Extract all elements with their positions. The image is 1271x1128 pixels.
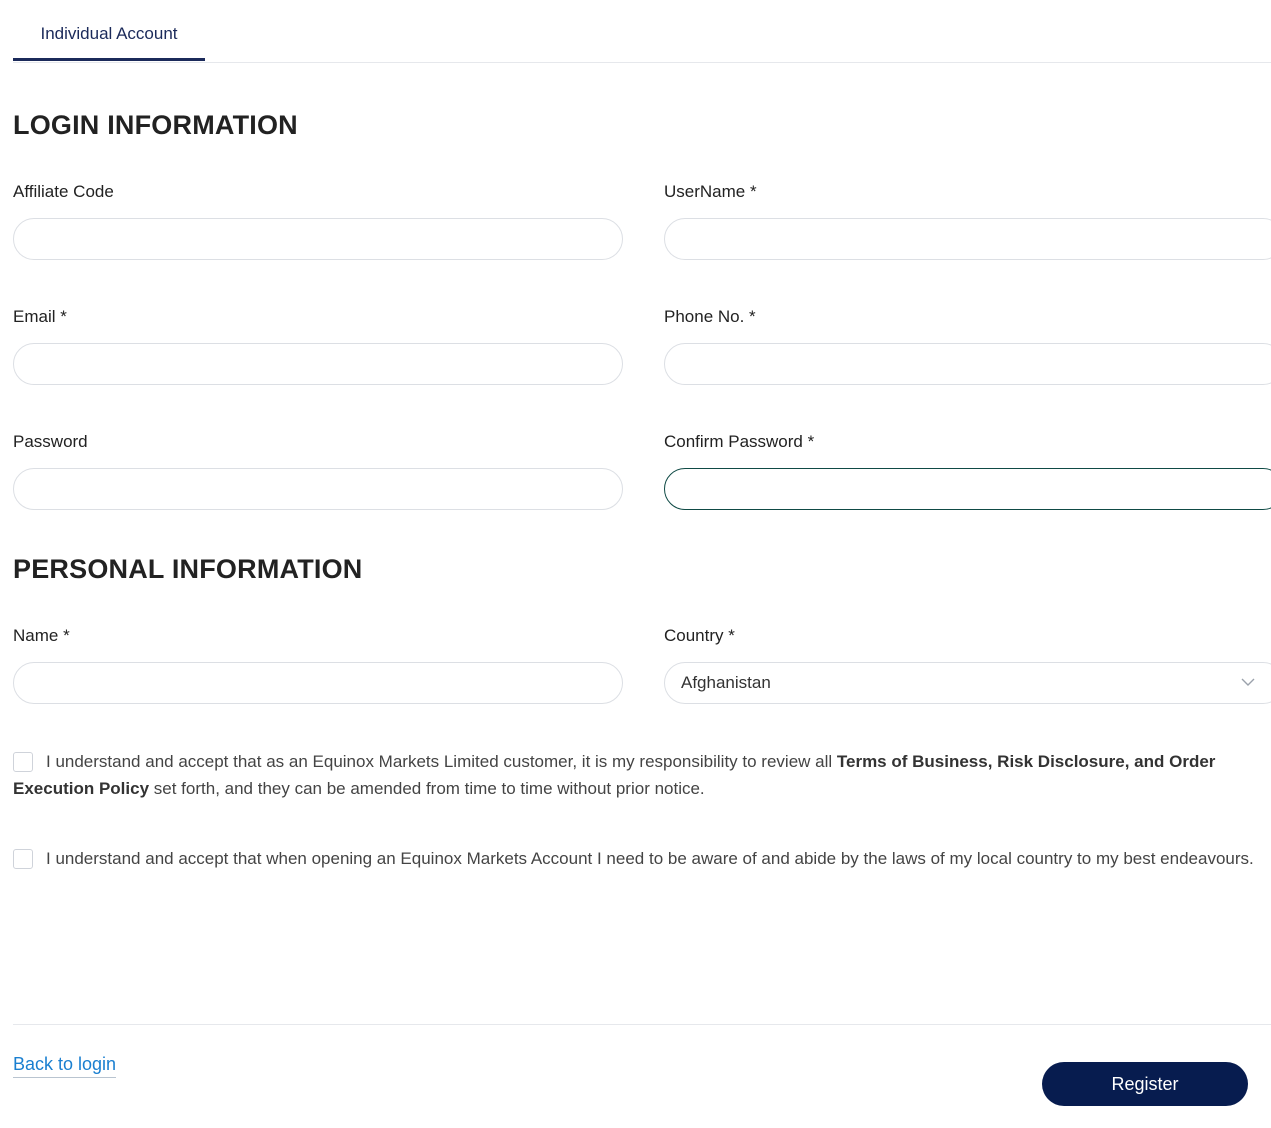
chevron-down-icon (1240, 674, 1256, 690)
tab-individual-account[interactable]: Individual Account (13, 0, 205, 61)
register-button[interactable]: Register (1042, 1062, 1248, 1106)
password-label: Password (13, 432, 88, 451)
name-input[interactable] (13, 662, 623, 704)
terms-text-suffix: set forth, and they can be amended from time to time without prior notice. (149, 779, 705, 798)
affiliate-code-label: Affiliate Code (13, 182, 114, 201)
username-input[interactable] (664, 218, 1271, 260)
laws-agreement-text: I understand and accept that when opening an Equinox Markets Account I need to be aware of and abide by the laws of my local country to my best endeavours. (46, 849, 1254, 868)
terms-text-prefix: I understand and accept that as an Equinox Markets Limited customer, it is my responsibility to review all (46, 752, 837, 771)
email-input[interactable] (13, 343, 623, 385)
name-label: Name * (13, 626, 70, 645)
personal-information-heading: PERSONAL INFORMATION (13, 554, 363, 584)
back-to-login-link[interactable]: Back to login (13, 1054, 116, 1078)
country-selected-value: Afghanistan (681, 673, 771, 692)
confirm-password-label: Confirm Password * (664, 432, 815, 451)
country-select[interactable] (664, 662, 1271, 704)
footer-divider (13, 1024, 1271, 1025)
phone-input[interactable] (664, 343, 1271, 385)
terms-text-bold: Terms of Business, Risk Disclosure, and Order Execution Policy (13, 752, 1216, 798)
email-label: Email * (13, 307, 67, 326)
phone-label: Phone No. * (664, 307, 756, 326)
country-label: Country * (664, 626, 735, 645)
account-type-tabs (13, 0, 1271, 63)
username-label: UserName * (664, 182, 757, 201)
terms-agreement-text (13, 748, 1268, 802)
login-information-heading: LOGIN INFORMATION (13, 110, 298, 140)
password-input[interactable] (13, 468, 623, 510)
confirm-password-input[interactable] (664, 468, 1271, 510)
affiliate-code-input[interactable] (13, 218, 623, 260)
